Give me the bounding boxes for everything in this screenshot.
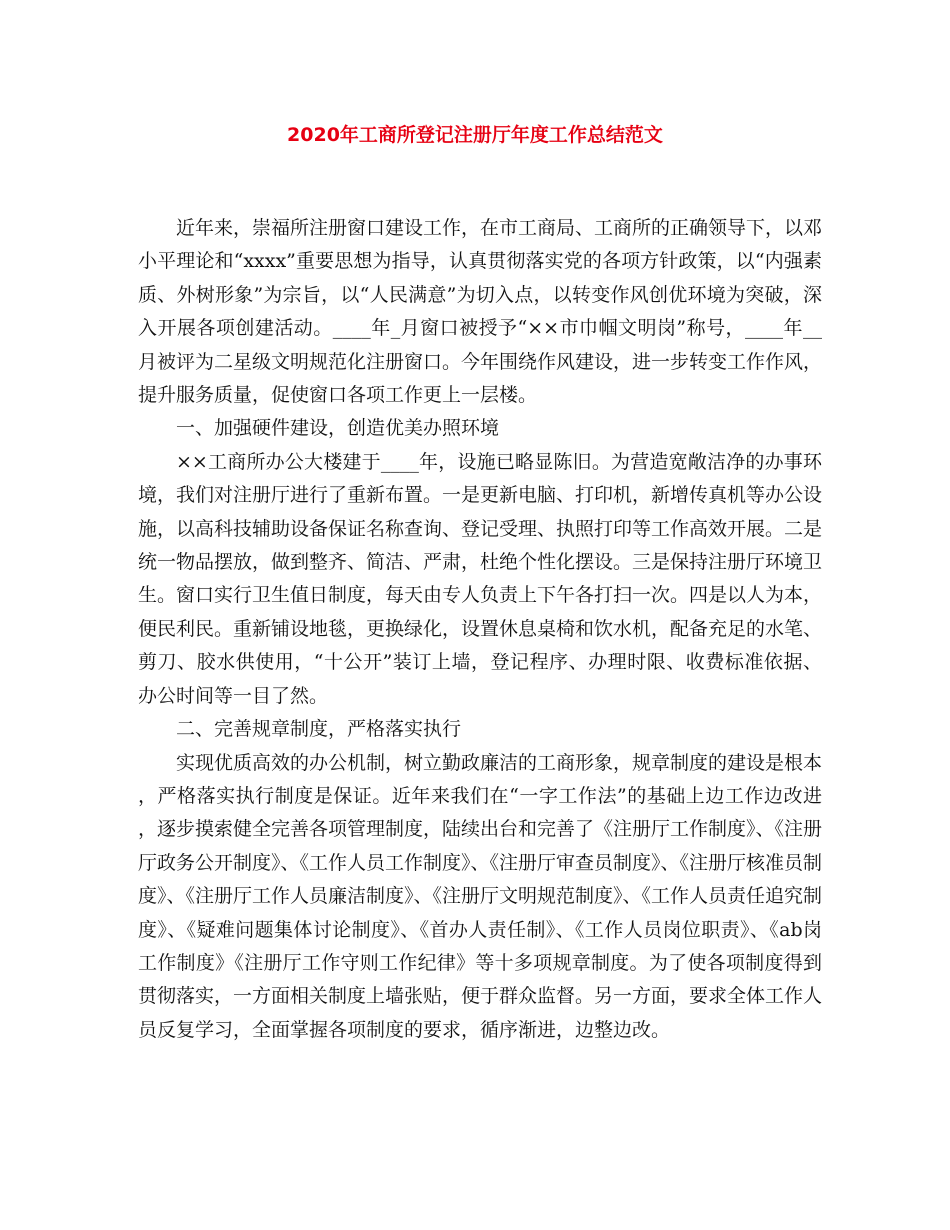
document-body bbox=[138, 212, 822, 1047]
section-heading-2: 二、完善规章制度，严格落实执行 bbox=[176, 718, 462, 741]
section-heading-1: 一、加强硬件建设，创造优美办照环境 bbox=[176, 417, 500, 440]
document-title: 2020年工商所登记注册厅年度工作总结范文 bbox=[287, 124, 663, 146]
section-2-paragraph: 实现优质高效的办公机制，树立勤政廉洁的工商形象，规章制度的建设是根本，严格落实执行制度是保证。近年来我们在“一字工作法”的基础上边工作边改进，逐步摸索健全完善各项管理制度，陆续出台和完善了《注册厅工作制度》、《注册厅政务公开制度》、《工作人员工作制度》、《注册厅审查员制度》、《注册厅核准员制度》、《注册厅工作人员廉洁制度》、《注册厅文明规范制度》、《工作人员责任追究制度》、《疑难问题集体讨论制度》、《首办人责任制》、《工作人员岗位职责》、《ab岗工作制度》《注册厅工作守则工作纪律》等十多项规章制度。为了使各项制度得到贯彻落实，一方面相关制度上墙张贴，便于群众监督。另一方面，要求全体工作人员反复学习，全面掌握各项制度的要求，循序渐进，边整边改。 bbox=[138, 751, 823, 1041]
section-1-paragraph: ××工商所办公大楼建于____年，设施已略显陈旧。为营造宽敞洁净的办事环境，我们对注册厅进行了重新布置。一是更新电脑、打印机，新增传真机等办公设施，以高科技辅助设备保证名称查询、登记受理、执照打印等工作高效开展。二是统一物品摆放，做到整齐、简洁、严肃，杜绝个性化摆设。三是保持注册厅环境卫生。窗口实行卫生值日制度，每天由专人负责上下午各打扫一次。四是以人为本，便民利民。重新铺设地毯，更换绿化，设置休息桌椅和饮水机，配备充足的水笔、剪刀、胶水供使用，“十公开”装订上墙，登记程序、办理时限、收费标准依据、办公时间等一目了然。 bbox=[138, 450, 823, 707]
intro-paragraph: 近年来，崇福所注册窗口建设工作，在市工商局、工商所的正确领导下，以邓小平理论和“xxxx”重要思想为指导，认真贯彻落实党的各项方针政策，以“内强素质、外树形象”为宗旨，以“人民满意”为切入点，以转变作风创优环境为突破，深入开展各项创建活动。____年_月窗口被授予“××市巾帼文明岗”称号，____年__月被评为二星级文明规范化注册窗口。今年围绕作风建设，进一步转变工作作风，提升服务质量，促使窗口各项工作更上一层楼。 bbox=[138, 217, 823, 407]
